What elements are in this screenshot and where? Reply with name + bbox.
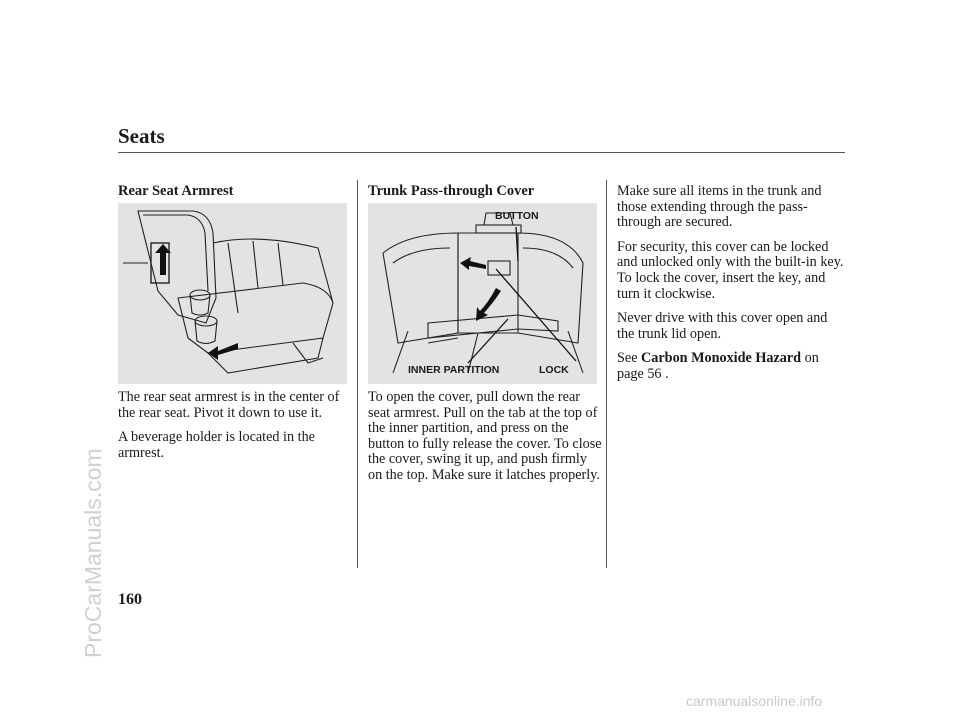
notes-body — [617, 184, 847, 383]
see-prefix: See — [617, 350, 638, 367]
inner-partition-callout: INNER PARTITION — [408, 364, 500, 376]
column-divider — [357, 180, 358, 568]
button-callout: BUTTON — [495, 210, 539, 222]
paragraph: To open the cover, pull down the rear seat armrest. Pull on the tab at the top of the inner partition, and press on the button to fully release the cover. To close the cover, swing it up, and push firmly on the top. Make sure it latches properly. — [368, 389, 602, 483]
header-rule — [118, 152, 845, 153]
watermark-bottom: carmanualsonline.info — [686, 693, 823, 709]
page-reference: page 56 . — [617, 365, 669, 382]
see-suffix: on — [804, 350, 819, 367]
trunk-passthrough-body — [368, 390, 603, 484]
see-reference — [617, 351, 847, 382]
passthrough-drawing — [368, 203, 597, 384]
trunk-passthrough-heading: Trunk Pass-through Cover — [368, 183, 535, 199]
column-divider — [606, 180, 607, 568]
paragraph: A beverage holder is located in the armrest. — [118, 429, 315, 461]
rear-armrest-heading: Rear Seat Armrest — [118, 183, 234, 199]
watermark-left: ProCarManuals.com — [80, 448, 106, 658]
paragraph: Make sure all items in the trunk and those extending through the pass-through are secured. — [617, 183, 822, 231]
armrest-drawing — [118, 203, 347, 384]
section-title: Seats — [118, 124, 165, 148]
rear-armrest-body — [118, 390, 353, 461]
paragraph: For security, this cover can be locked and unlocked only with the built-in key. To lock the cover, insert the key, and turn it clockwise. — [617, 238, 844, 302]
paragraph: Never drive with this cover open and the trunk lid open. — [617, 310, 828, 342]
page-number: 160 — [118, 591, 142, 608]
carbon-monoxide-link[interactable]: Carbon Monoxide Hazard — [641, 350, 802, 367]
passthrough-illustration — [368, 203, 597, 384]
paragraph: The rear seat armrest is in the center of the rear seat. Pivot it down to use it. — [118, 389, 340, 421]
lock-callout: LOCK — [539, 364, 569, 376]
armrest-illustration — [118, 203, 347, 384]
